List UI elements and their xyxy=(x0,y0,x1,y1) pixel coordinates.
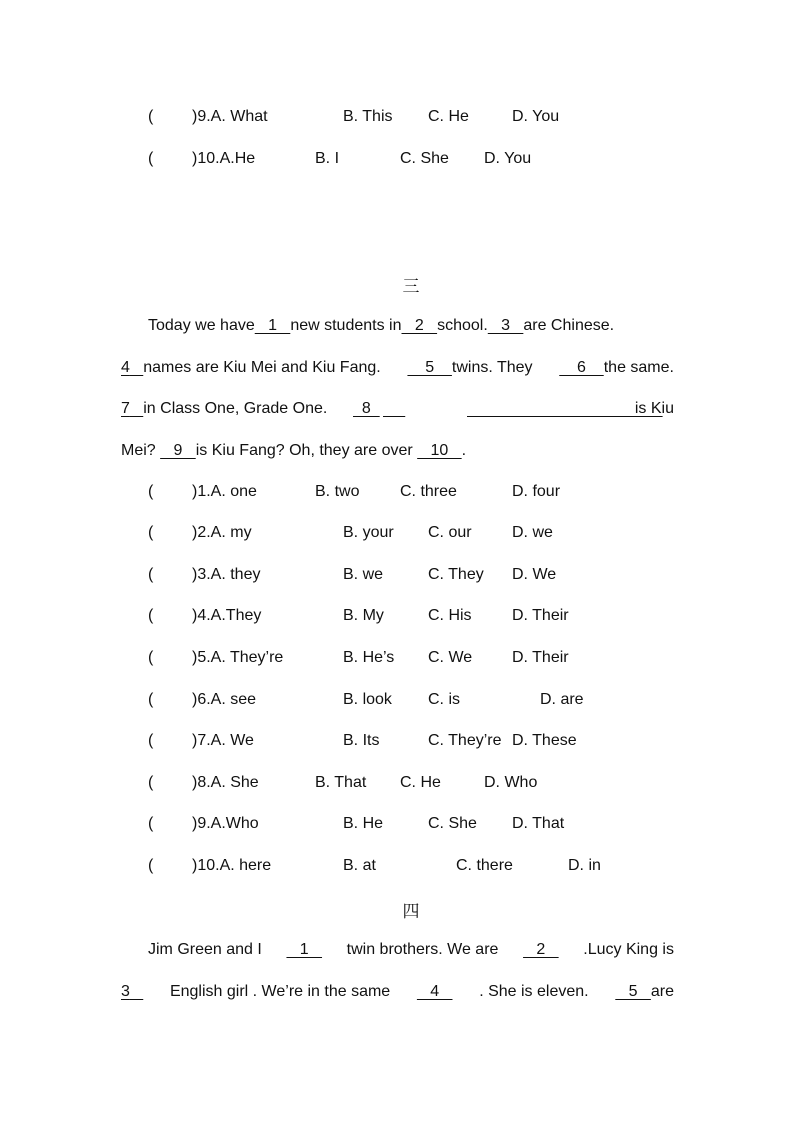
option-d: D. We xyxy=(512,566,557,583)
answer-paren[interactable]: ( xyxy=(148,607,154,624)
option-c: C. She xyxy=(428,815,477,832)
option-d: D. Their xyxy=(512,607,569,624)
blank[interactable]: 4 xyxy=(121,359,130,376)
blank[interactable]: 9 xyxy=(160,442,196,459)
option-b: B. look xyxy=(343,691,392,708)
answer-paren[interactable]: ( xyxy=(148,649,154,666)
question-row xyxy=(148,774,618,796)
blank[interactable]: 10 xyxy=(417,442,462,459)
blank[interactable]: 4 xyxy=(416,983,453,1000)
option-d: D. You xyxy=(512,108,560,125)
blank[interactable]: 2 xyxy=(523,941,559,958)
question-row xyxy=(148,566,618,588)
passage-line: Today we have 1 new students in 2 school. 3 are Chinese. xyxy=(148,317,615,334)
option-b: B. I xyxy=(315,150,340,167)
option-b: B. My xyxy=(343,607,384,624)
question-row xyxy=(148,732,618,754)
question-row xyxy=(148,483,618,505)
answer-paren[interactable]: ( xyxy=(148,857,154,874)
question-text: )9.A. What xyxy=(192,108,268,125)
passage-line: 7 in Class One, Grade One. 8 is Kiu xyxy=(121,398,674,420)
question-row xyxy=(148,857,618,879)
question-text: )10.A.He xyxy=(192,150,256,167)
blank[interactable] xyxy=(383,398,405,420)
answer-paren[interactable]: ( xyxy=(148,815,154,832)
answer-paren[interactable]: ( xyxy=(148,774,154,791)
question-text: )7.A. We xyxy=(192,732,254,749)
question-text: )5.A. They’re xyxy=(192,649,284,666)
answer-paren[interactable]: ( xyxy=(148,150,154,167)
blank[interactable]: 3 xyxy=(121,983,130,1000)
question-text: )8.A. She xyxy=(192,774,259,791)
blank[interactable]: 1 xyxy=(286,941,323,958)
option-c: C. three xyxy=(400,483,457,500)
answer-paren[interactable]: ( xyxy=(148,732,154,749)
question-text: )9.A.Who xyxy=(192,815,259,832)
option-d: D. Who xyxy=(484,774,538,791)
question-text: )3.A. they xyxy=(192,566,261,583)
section-heading: 四 xyxy=(402,902,420,922)
option-d: D. That xyxy=(512,815,565,832)
question-text: )2.A. my xyxy=(192,524,252,541)
option-c: C. is xyxy=(428,691,460,708)
option-c: C. They xyxy=(428,566,484,583)
question-row xyxy=(148,524,618,546)
question-row xyxy=(148,815,618,837)
option-b: B. we xyxy=(343,566,384,583)
option-c: C. our xyxy=(428,524,472,541)
option-c: C. They’re xyxy=(428,732,502,749)
option-b: B. at xyxy=(343,857,376,874)
option-d: D. You xyxy=(484,150,532,167)
option-c: C. We xyxy=(428,649,473,666)
option-c: C. His xyxy=(428,607,472,624)
section-heading: 三 xyxy=(402,277,420,297)
question-text: )10.A. here xyxy=(192,857,272,874)
question-row xyxy=(148,108,598,130)
question-text: )1.A. one xyxy=(192,483,257,500)
option-c: C. He xyxy=(428,108,469,125)
blank[interactable]: 5 xyxy=(615,983,651,1000)
blank[interactable]: 5 xyxy=(407,359,452,376)
question-text: )4.A.They xyxy=(192,607,262,624)
question-row xyxy=(148,607,618,629)
passage-line: Mei? 9 is Kiu Fang? Oh, they are over 10 . xyxy=(121,442,467,459)
option-d: D. are xyxy=(540,691,584,708)
question-text: )6.A. see xyxy=(192,691,257,708)
blank[interactable]: 6 xyxy=(559,359,604,376)
question-row xyxy=(148,649,618,671)
blank[interactable]: 1 xyxy=(254,317,291,334)
passage-line: 3 English girl . We’re in the same 4 . She is eleven. 5 are xyxy=(121,981,674,1003)
option-b: B. your xyxy=(343,524,394,541)
option-b: B. He’s xyxy=(343,649,395,666)
question-row xyxy=(148,691,618,713)
blank[interactable]: 8 xyxy=(353,400,380,417)
question-row xyxy=(148,150,598,172)
option-b: B. two xyxy=(315,483,360,500)
option-d: D. in xyxy=(568,857,601,874)
blank[interactable]: 3 xyxy=(487,317,524,334)
option-b: B. This xyxy=(343,108,393,125)
passage-line: Jim Green and I 1 twin brothers. We are 2 .Lucy King is xyxy=(148,939,674,961)
answer-paren[interactable]: ( xyxy=(148,524,154,541)
option-d: D. Their xyxy=(512,649,569,666)
option-c: C. He xyxy=(400,774,441,791)
option-d: D. These xyxy=(512,732,577,749)
blank[interactable]: 7 xyxy=(121,400,130,417)
option-d: D. four xyxy=(512,483,561,500)
blank[interactable]: 2 xyxy=(401,317,438,334)
answer-paren[interactable]: ( xyxy=(148,483,154,500)
option-b: B. Its xyxy=(343,732,380,749)
passage-line: 4 names are Kiu Mei and Kiu Fang. 5 twins. They 6 the same. xyxy=(121,359,674,376)
answer-paren[interactable]: ( xyxy=(148,691,154,708)
option-c: C. She xyxy=(400,150,449,167)
option-b: B. He xyxy=(343,815,384,832)
answer-paren[interactable]: ( xyxy=(148,566,154,583)
option-c: C. there xyxy=(456,857,513,874)
answer-paren[interactable]: ( xyxy=(148,108,154,125)
option-d: D. we xyxy=(512,524,553,541)
blank[interactable] xyxy=(467,398,663,420)
option-b: B. That xyxy=(315,774,367,791)
